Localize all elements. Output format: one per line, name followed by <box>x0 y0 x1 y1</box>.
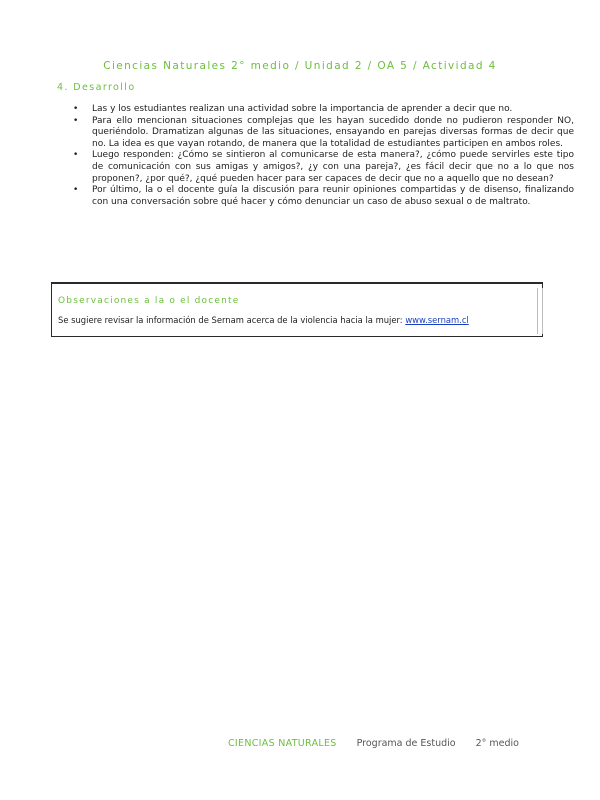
observations-text <box>58 315 469 325</box>
list-item <box>73 150 574 185</box>
list-item-text: Por último, la o el docente guía la discusión para reunir opiniones compartidas y de disenso, finalizando con una conversación sobre qué hacer y cómo denunciar un caso de abuso sexual o de maltrato. <box>92 185 574 207</box>
bullet-icon: • <box>73 104 79 114</box>
list-item <box>73 104 574 116</box>
observations-box <box>51 282 543 337</box>
page-footer <box>228 738 519 749</box>
footer-subject: CIENCIAS NATURALES <box>228 738 337 749</box>
sernam-link[interactable]: www.sernam.cl <box>405 315 469 325</box>
list-item-text: Para ello mencionan situaciones complejas que les hayan sucedido donde no pudieron responder NO, queriéndolo. Dramatizan algunas de las situaciones, ensayando en parejas diversas formas de decir que no. La idea es que vayan rotando, de manera que la totalidad de estudiantes participen en ambos roles. <box>92 115 574 149</box>
observations-body: Se sugiere revisar la información de Sernam acerca de la violencia hacia la mujer: <box>58 315 403 325</box>
bullet-icon: • <box>73 185 79 196</box>
box-edge-rule <box>537 288 543 334</box>
section-heading: 4. Desarrollo <box>57 82 136 93</box>
list-item-text: Luego responden: ¿Cómo se sintieron al comunicarse de esta manera?, ¿cómo puede servirles este tipo de comunicación con sus amigas y amigos?, ¿y con una pareja?, ¿es fácil decir que no a lo que nos proponen?, ¿por qué?, ¿qué pueden hacer para ser capaces de decir que no a aquello que no desean? <box>92 150 574 184</box>
list-item-text: Las y los estudiantes realizan una actividad sobre la importancia de aprender a decir que no. <box>92 104 513 114</box>
activity-list <box>60 104 574 208</box>
footer-level: 2° medio <box>475 738 519 749</box>
bullet-icon: • <box>73 150 79 161</box>
list-item <box>73 185 574 208</box>
observations-title: Observaciones a la o el docente <box>58 296 240 306</box>
page-header-title: Ciencias Naturales 2° medio / Unidad 2 / OA 5 / Actividad 4 <box>103 60 497 72</box>
footer-program: Programa de Estudio <box>356 738 456 749</box>
list-item <box>73 115 574 151</box>
bullet-icon: • <box>73 115 79 126</box>
